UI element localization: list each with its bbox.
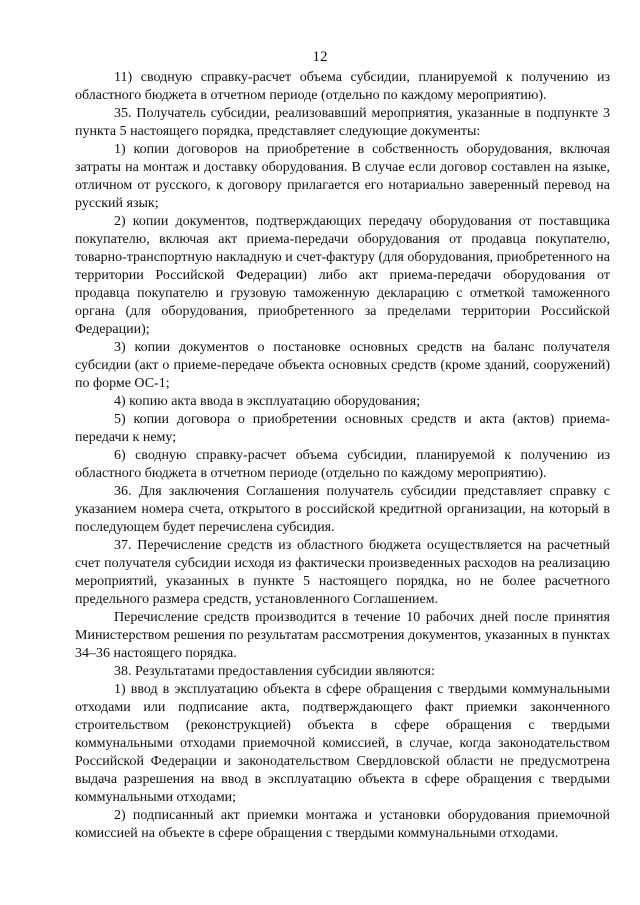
document-body bbox=[75, 69, 610, 843]
paragraph-item-11: 11) сводную справку-расчет объема субсидии, планируемой к получению из областного бюджета в отчетном периоде (отдельно по каждому мероприятию). bbox=[75, 70, 610, 103]
paragraph-38-item-2: 2) подписанный акт приемки монтажа и установки оборудования приемочной комиссией на объекте в сфере обращения с твердыми коммунальными отходами. bbox=[75, 808, 610, 841]
page-number: 12 bbox=[312, 49, 328, 65]
paragraph-35-item-4: 4) копию акта ввода в эксплуатацию оборудования; bbox=[114, 394, 421, 409]
paragraph-36: 36. Для заключения Соглашения получатель субсидии представляет справку с указанием номера счета, открытого в российской кредитной организации, на который в последующем будет перечислена субсидия. bbox=[75, 484, 610, 535]
paragraph-35-item-3: 3) копии документов о постановке основных средств на баланс получателя субсидии (акт о приеме-передаче объекта основных средств (кроме зданий, сооружений) по форме ОС-1; bbox=[75, 340, 610, 391]
paragraph-35: 35. Получатель субсидии, реализовавший мероприятия, указанные в подпункте 3 пункта 5 настоящего порядка, представляет следующие документы: bbox=[75, 106, 610, 139]
paragraph-38-item-1: 1) ввод в эксплуатацию объекта в сфере обращения с твердыми коммунальными отходами или подписание акта, подтверждающего факт приемки законченного строительством (реконструкцией) объекта в сфере обращения с твердыми коммунальными отходами приемочной комиссией, в случае, когда законодательством Российской Федерации и законодательством Свердловской области не предусмотрена выдача разрешения на ввод в эксплуатацию объекта в сфере обращения с твердыми коммунальными отходами; bbox=[75, 682, 610, 805]
paragraph-37-transfer: Перечисление средств производится в течение 10 рабочих дней после принятия Министерством решения по результатам рассмотрения документов, указанных в пунктах 34–36 настоящего порядка. bbox=[75, 610, 610, 661]
paragraph-35-item-1: 1) копии договоров на приобретение в собственность оборудования, включая затраты на монтаж и доставку оборудования. В случае если договор составлен на языке, отличном от русского, к договору прилагается его нотариально заверенный перевод на русский язык; bbox=[75, 142, 610, 211]
paragraph-35-item-5: 5) копии договора о приобретении основных средств и акта (актов) приема-передачи к нему; bbox=[75, 412, 610, 445]
paragraph-35-item-6: 6) сводную справку-расчет объема субсидии, планируемой к получению из областного бюджета в отчетном периоде (отдельно по каждому мероприятию). bbox=[75, 448, 610, 481]
paragraph-37: 37. Перечисление средств из областного бюджета осуществляется на расчетный счет получателя субсидии исходя из фактически произведенных расходов на реализацию мероприятий, указанных в пункте 5 настоящего порядка, но не более расчетного предельного размера средств, установленного Соглашением. bbox=[75, 538, 610, 607]
paragraph-38: 38. Результатами предоставления субсидии являются: bbox=[114, 664, 435, 679]
paragraph-35-item-2: 2) копии документов, подтверждающих передачу оборудования от поставщика покупателю, включая акт приема-передачи оборудования от продавца покупателю, товарно-транспортную накладную и счет-фактуру (для оборудования, приобретенного на территории Российской Федерации) либо акт приема-передачи оборудования от продавца покупателю и грузовую таможенную декларацию с отметкой таможенного органа (для оборудования, приобретенного за пределами территории Российской Федерации); bbox=[75, 214, 610, 337]
